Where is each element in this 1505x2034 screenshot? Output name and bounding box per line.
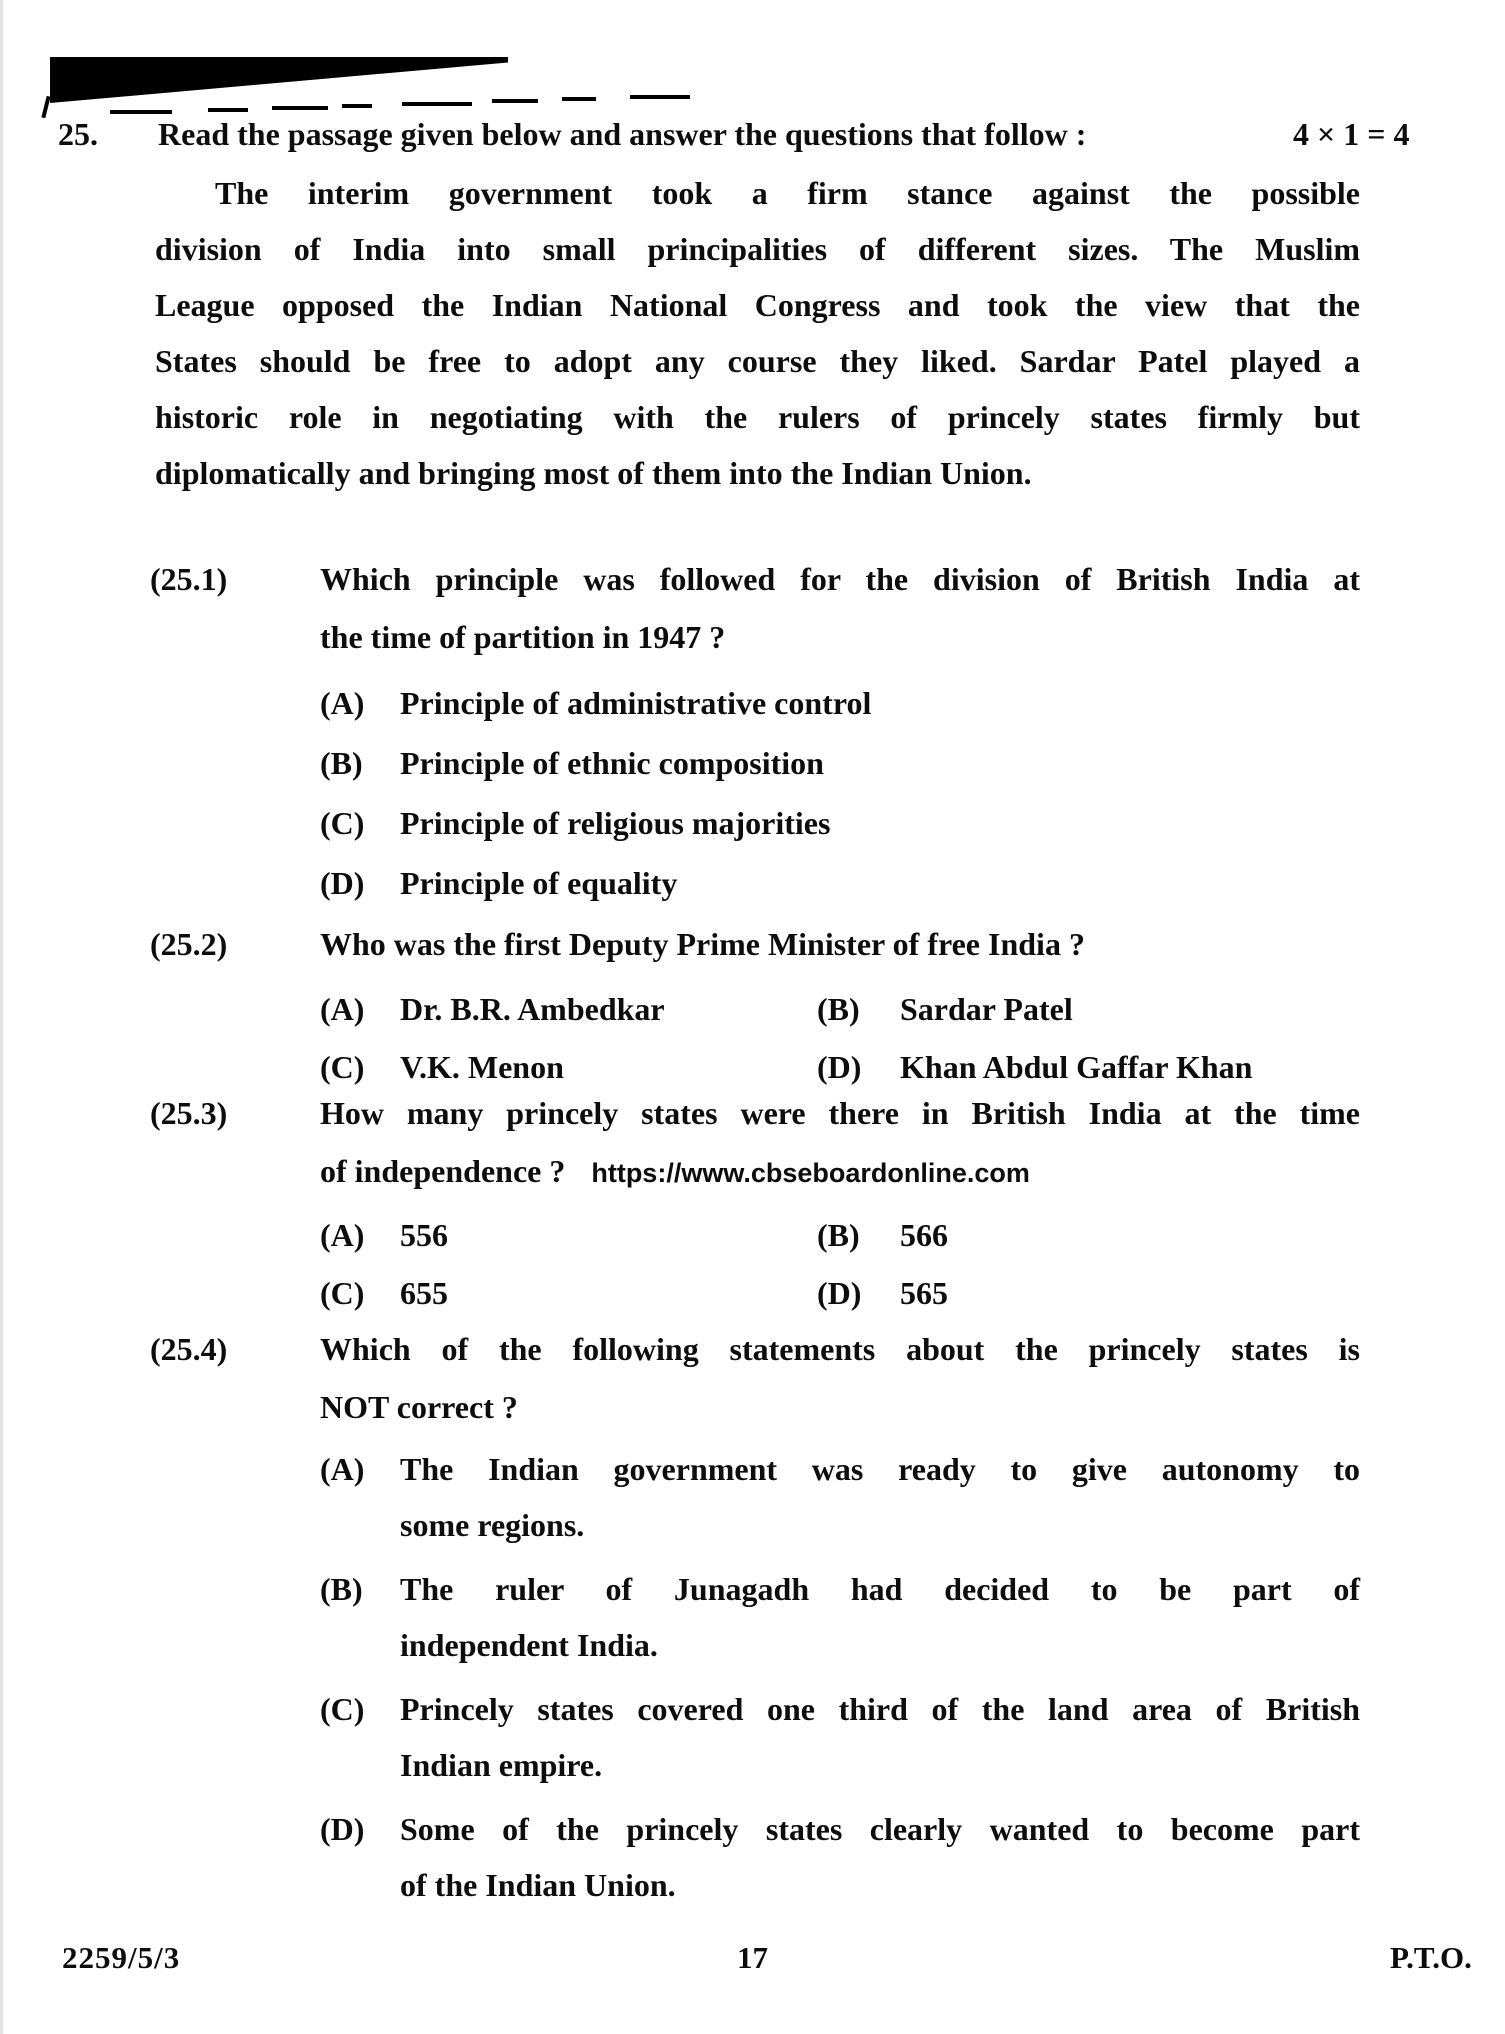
option-text-block [400, 1561, 1360, 1673]
option-row [320, 853, 871, 913]
option-label: (C) [320, 805, 365, 841]
watermark-url: https://www.cbseboardonline.com [591, 1158, 1030, 1188]
option-text: Principle of administrative control [400, 685, 872, 721]
q25-1-number: (25.1) [150, 561, 228, 597]
option-label: (D) [320, 1811, 365, 1847]
option-label: (A) [320, 1217, 365, 1253]
option-label: (B) [817, 1217, 860, 1253]
option-label: (D) [817, 1049, 862, 1085]
q25-4-stem-line-2: NOT correct ? [320, 1389, 518, 1425]
question-25-number: 25. [58, 116, 98, 152]
option-text-block [400, 1681, 1360, 1793]
passage-line: division of India into small principalities of different sizes. The Muslim [155, 231, 1360, 267]
option-line: Some of the princely states clearly wanted to become part [400, 1811, 1360, 1847]
q25-3-stem-line-2 [320, 1142, 1360, 1202]
option-line: of the Indian Union. [400, 1867, 676, 1903]
option-text: Principle of equality [400, 865, 678, 901]
q25-3-number: (25.3) [150, 1095, 228, 1131]
q25-4-stem [320, 1320, 1360, 1436]
footer-paper-code: 2259/5/3 [62, 1940, 181, 1975]
scan-artifact-tick [41, 96, 50, 118]
option-line: Princely states covered one third of the land area of British [400, 1691, 1360, 1727]
option-text: 565 [900, 1275, 948, 1311]
passage-line: League opposed the Indian National Congress and took the view that the [155, 287, 1360, 323]
option-line: independent India. [400, 1627, 658, 1663]
option-label: (D) [817, 1275, 862, 1311]
q25-3-stem [320, 1084, 1360, 1202]
passage [155, 165, 1360, 501]
option-label: (C) [320, 1049, 365, 1085]
option-text: Dr. B.R. Ambedkar [400, 991, 665, 1027]
q25-1-stem-line-2: the time of partition in 1947 ? [320, 619, 726, 655]
q25-2-stem: Who was the first Deputy Prime Minister of free India ? [320, 926, 1085, 962]
q25-4-number: (25.4) [150, 1331, 228, 1367]
question-25-instruction: Read the passage given below and answer the questions that follow : [158, 116, 1087, 152]
option-text: 566 [900, 1217, 948, 1253]
scan-edge-shadow [0, 0, 3, 2034]
option-label: (B) [320, 745, 363, 781]
footer-pto-label: P.T.O. [1390, 1940, 1472, 1975]
option-row [320, 733, 871, 793]
scan-artifact-dashes [110, 86, 730, 118]
option-label: (A) [320, 1451, 365, 1487]
option-line: The ruler of Junagadh had decided to be part of [400, 1571, 1360, 1607]
passage-line: States should be free to adopt any course they liked. Sardar Patel played a [155, 343, 1360, 379]
q25-1-options [320, 673, 871, 913]
option-label: (D) [320, 865, 365, 901]
option-line: some regions. [400, 1507, 585, 1543]
option-text: 655 [400, 1275, 448, 1311]
q25-3-stem-line-1: How many princely states were there in British India at the time [320, 1095, 1360, 1131]
q25-1-stem-line-1: Which principle was followed for the division of British India at [320, 561, 1360, 597]
option-line: Indian empire. [400, 1747, 603, 1783]
option-text: Sardar Patel [900, 991, 1073, 1027]
option-text: Khan Abdul Gaffar Khan [900, 1049, 1253, 1085]
q25-1-stem [320, 550, 1360, 666]
option-label: (C) [320, 1691, 365, 1727]
option-label: (B) [320, 1571, 363, 1607]
q25-3-stem-text: of independence ? [320, 1153, 566, 1189]
option-line: The Indian government was ready to give autonomy to [400, 1451, 1360, 1487]
option-text-block [400, 1441, 1360, 1553]
passage-line: diplomatically and bringing most of them into the Indian Union. [155, 455, 1032, 491]
passage-line: historic role in negotiating with the rulers of princely states firmly but [155, 399, 1360, 435]
option-text: Principle of religious majorities [400, 805, 831, 841]
q25-2-number: (25.2) [150, 926, 228, 962]
option-text-block [400, 1801, 1360, 1913]
passage-line: The interim government took a firm stance against the possible [215, 175, 1360, 211]
footer-page-number: 17 [737, 1940, 768, 1975]
option-row [320, 673, 871, 733]
option-label: (B) [817, 991, 860, 1027]
option-text: Principle of ethnic composition [400, 745, 824, 781]
option-label: (A) [320, 685, 365, 721]
option-text: V.K. Menon [400, 1049, 564, 1085]
question-25-marks: 4 × 1 = 4 [1293, 116, 1410, 152]
option-text: 556 [400, 1217, 448, 1253]
option-label: (A) [320, 991, 365, 1027]
q25-4-stem-line-1: Which of the following statements about the princely states is [320, 1331, 1360, 1367]
option-row [320, 793, 871, 853]
option-label: (C) [320, 1275, 365, 1311]
